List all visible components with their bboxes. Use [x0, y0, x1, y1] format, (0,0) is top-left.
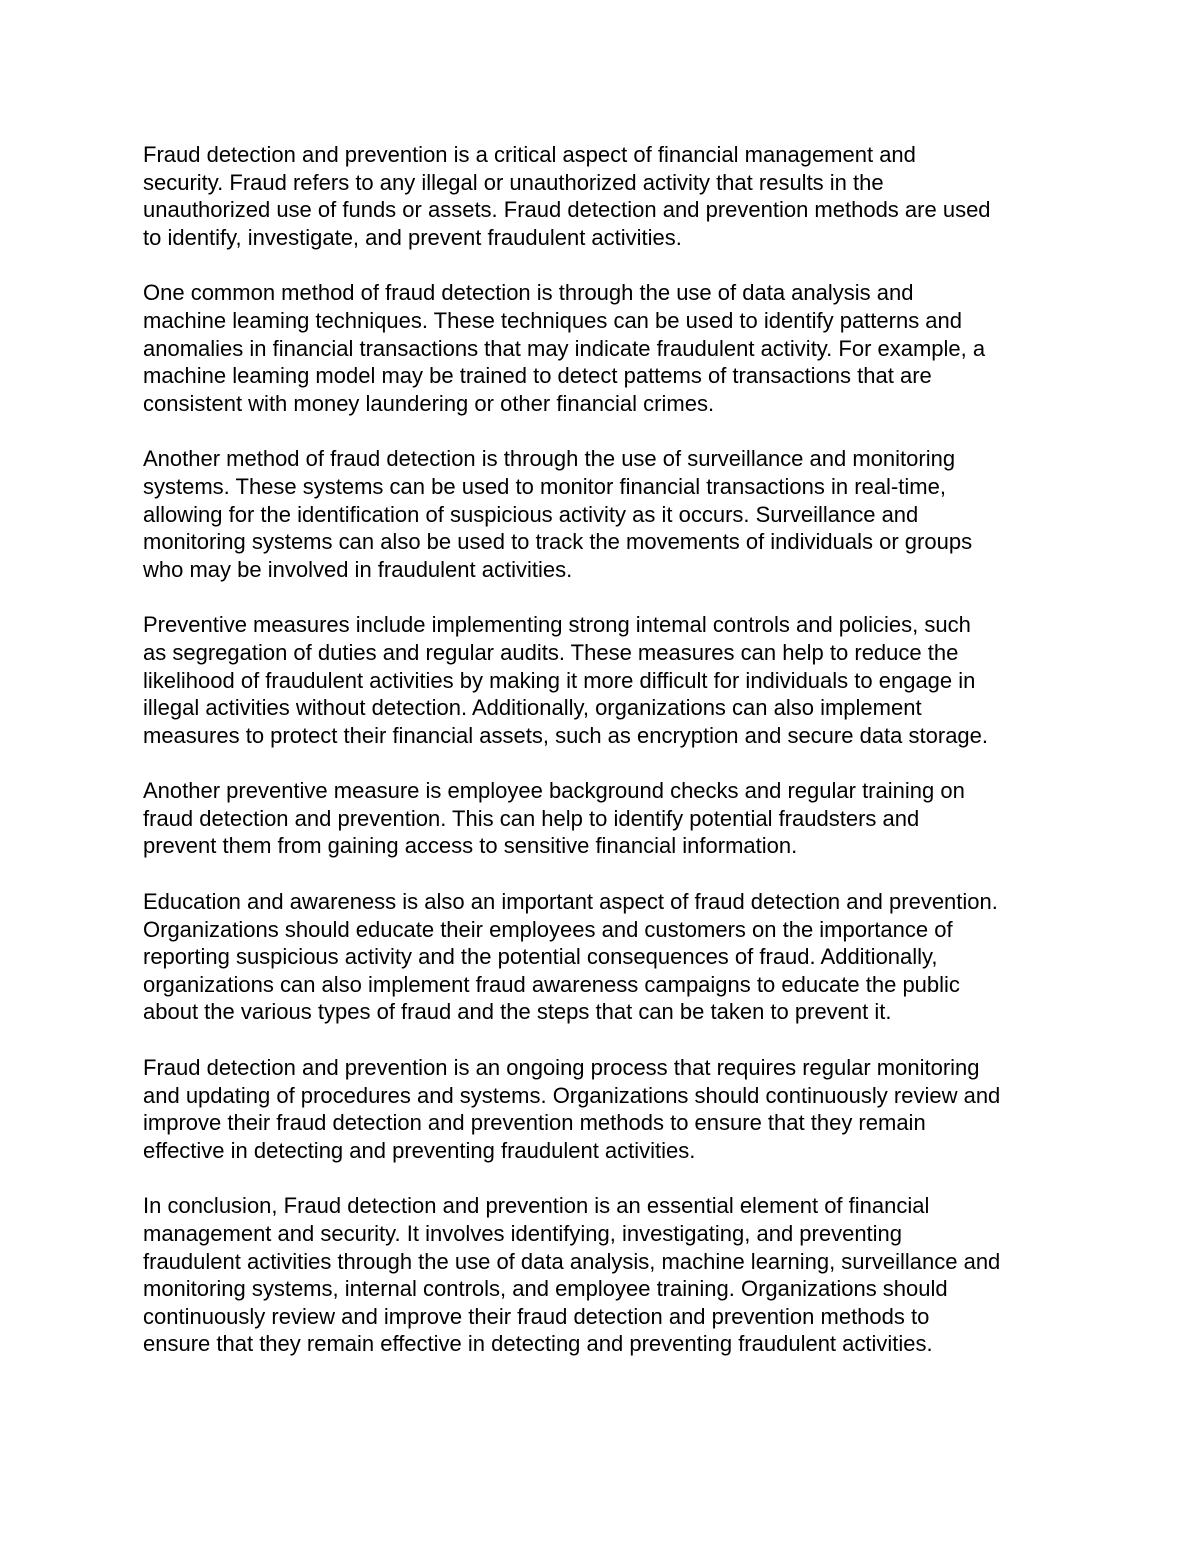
text-line: consistent with money laundering or other financial crimes. [143, 390, 715, 416]
text-line: organizations can also implement fraud awareness campaigns to educate the public [143, 971, 960, 997]
text-line: monitoring systems, internal controls, and employee training. Organizations should [143, 1276, 948, 1302]
text-line: machine leaming techniques. These techniques can be used to identify patterns and [143, 307, 963, 333]
text-line: Organizations should educate their employees and customers on the importance of [143, 916, 953, 942]
text-line: management and security. It involves identifying, investigating, and preventing [143, 1221, 903, 1246]
text-line: One common method of fraud detection is through the use of data analysis and [143, 280, 914, 306]
text-line: security. Fraud refers to any illegal or unauthorized activity that results in the [143, 169, 884, 195]
text-line: Another preventive measure is employee background checks and regular training on [143, 778, 965, 804]
text-line: Education and awareness is also an important aspect of fraud detection and prevention. [143, 889, 998, 915]
paragraph-8 [143, 1192, 1083, 1358]
text-line: Fraud detection and prevention is an ongoing process that requires regular monitoring [143, 1055, 980, 1081]
text-line: illegal activities without detection. Additionally, organizations can also implement [143, 695, 922, 721]
paragraph-1 [143, 141, 1083, 251]
text-line: as segregation of duties and regular audits. These measures can help to reduce the [143, 639, 959, 665]
paragraph-5 [143, 777, 1083, 860]
text-line: Another method of fraud detection is through the use of surveillance and monitoring [143, 446, 956, 472]
text-line: who may be involved in fraudulent activities. [143, 556, 573, 582]
text-line: systems. These systems can be used to monitor financial transactions in real-time, [143, 473, 946, 499]
text-line: reporting suspicious activity and the potential consequences of fraud. Additionally, [143, 944, 938, 970]
text-line: allowing for the identification of suspicious activity as it occurs. Surveillance and [143, 501, 919, 527]
text-line: prevent them from gaining access to sensitive financial information. [143, 833, 798, 859]
text-line: effective in detecting and preventing fraudulent activities. [143, 1137, 696, 1163]
text-line: monitoring systems can also be used to track the movements of individuals or groups [143, 529, 973, 555]
text-line: continuously review and improve their fraud detection and prevention methods to [143, 1303, 930, 1329]
paragraph-3 [143, 445, 1083, 583]
text-line: likelihood of fraudulent activities by making it more difficult for individuals to engage in [143, 667, 976, 693]
document-body [143, 141, 1083, 1386]
text-line: unauthorized use of funds or assets. Fraud detection and prevention methods are used [143, 197, 991, 223]
text-line: fraud detection and prevention. This can help to identify potential fraudsters and [143, 805, 920, 831]
text-line: ensure that they remain effective in detecting and preventing fraudulent activities. [143, 1331, 933, 1357]
text-line: improve their fraud detection and prevention methods to ensure that they remain [143, 1110, 926, 1136]
text-line: Fraud detection and prevention is a critical aspect of financial management and [143, 142, 916, 167]
text-line: anomalies in financial transactions that may indicate fraudulent activity. For example, a [143, 335, 986, 361]
text-line: and updating of procedures and systems. Organizations should continuously review and [143, 1082, 1001, 1108]
text-line: about the various types of fraud and the steps that can be taken to prevent it. [143, 999, 892, 1025]
paragraph-2 [143, 279, 1083, 417]
text-line: fraudulent activities through the use of data analysis, machine learning, surveillance and [143, 1248, 1001, 1274]
text-line: Preventive measures include implementing strong intemal controls and policies, such [143, 612, 971, 638]
paragraph-7 [143, 1054, 1083, 1164]
text-line: measures to protect their financial assets, such as encryption and secure data storage. [143, 722, 989, 748]
paragraph-6 [143, 888, 1083, 1026]
text-line: In conclusion, Fraud detection and prevention is an essential element of financial [143, 1193, 930, 1219]
text-line: machine leaming model may be trained to detect pattems of transactions that are [143, 363, 932, 389]
paragraph-4 [143, 611, 1083, 749]
text-line: to identify, investigate, and prevent fraudulent activities. [143, 224, 682, 250]
